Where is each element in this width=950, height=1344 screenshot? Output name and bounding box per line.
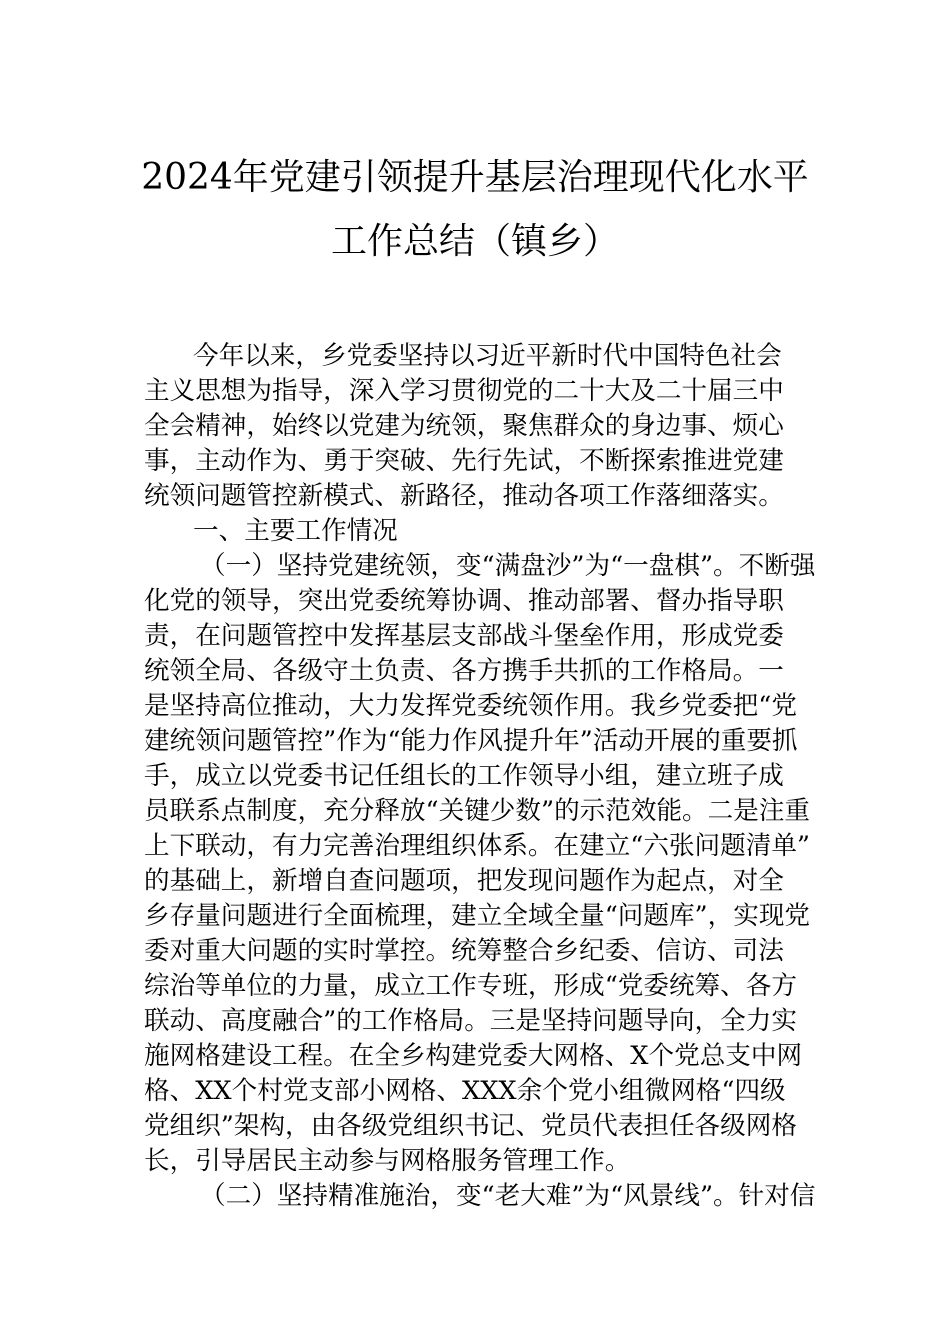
- section-heading: 一、主要工作情况: [193, 516, 398, 546]
- paragraph-line: 综治等单位的力量，成立工作专班，形成“党委统筹、各方: [144, 971, 797, 1001]
- document-title-line-2: 工作总结（镇乡）: [330, 221, 619, 262]
- paragraph-line: 全会精神，始终以党建为统领，聚焦群众的身边事、烦心: [144, 411, 784, 441]
- document-title-line-1: 2024年党建引领提升基层治理现代化水平: [141, 157, 809, 198]
- paragraph-line: 统领问题管控新模式、新路径，推动各项工作落细落实。: [144, 481, 784, 511]
- paragraph-line: 员联系点制度，充分释放“关键少数”的示范效能。二是注重: [144, 796, 811, 826]
- paragraph-line: 党组织”架构，由各级党组织书记、党员代表担任各级网格: [144, 1111, 797, 1141]
- paragraph-line: 事，主动作为、勇于突破、先行先试，不断探索推进党建: [144, 446, 784, 476]
- paragraph-line: 手，成立以党委书记任组长的工作领导小组，建立班子成: [144, 761, 784, 791]
- paragraph-line: 乡存量问题进行全面梳理，建立全域全量“问题库”，实现党: [144, 901, 811, 931]
- paragraph-line: 主义思想为指导，深入学习贯彻党的二十大及二十届三中: [144, 376, 784, 406]
- subsection-heading-line: （二）坚持精准施治，变“老大难”为“风景线”。针对信: [200, 1181, 816, 1211]
- paragraph-line: 建统领问题管控”作为“能力作风提升年”活动开展的重要抓: [144, 726, 798, 756]
- paragraph-line: 联动、高度融合”的工作格局。三是坚持问题导向，全力实: [144, 1006, 797, 1036]
- paragraph-line: 上下联动，有力完善治理组织体系。在建立“六张问题清单”: [144, 831, 811, 861]
- paragraph-line: 施网格建设工程。在全乡构建党委大网格、X个党总支中网: [144, 1041, 803, 1071]
- paragraph-line: 的基础上，新增自查问题项，把发现问题作为起点，对全: [144, 866, 784, 896]
- paragraph-line: 今年以来，乡党委坚持以习近平新时代中国特色社会: [193, 341, 782, 371]
- paragraph-line: 格、XX个村党支部小网格、XXX余个党小组微网格“四级: [144, 1076, 786, 1106]
- paragraph-line: 长，引导居民主动参与网格服务管理工作。: [144, 1146, 631, 1176]
- paragraph-line: 委对重大问题的实时掌控。统筹整合乡纪委、信访、司法: [144, 936, 784, 966]
- paragraph-line: 责，在问题管控中发挥基层支部战斗堡垒作用，形成党委: [144, 621, 784, 651]
- paragraph-line: 是坚持高位推动，大力发挥党委统领作用。我乡党委把“党: [144, 691, 797, 721]
- subsection-heading-line: （一）坚持党建统领，变“满盘沙”为“一盘棋”。不断强: [200, 551, 816, 581]
- paragraph-line: 统领全局、各级守土负责、各方携手共抓的工作格局。一: [144, 656, 784, 686]
- paragraph-line: 化党的领导，突出党委统筹协调、推动部署、督办指导职: [144, 586, 784, 616]
